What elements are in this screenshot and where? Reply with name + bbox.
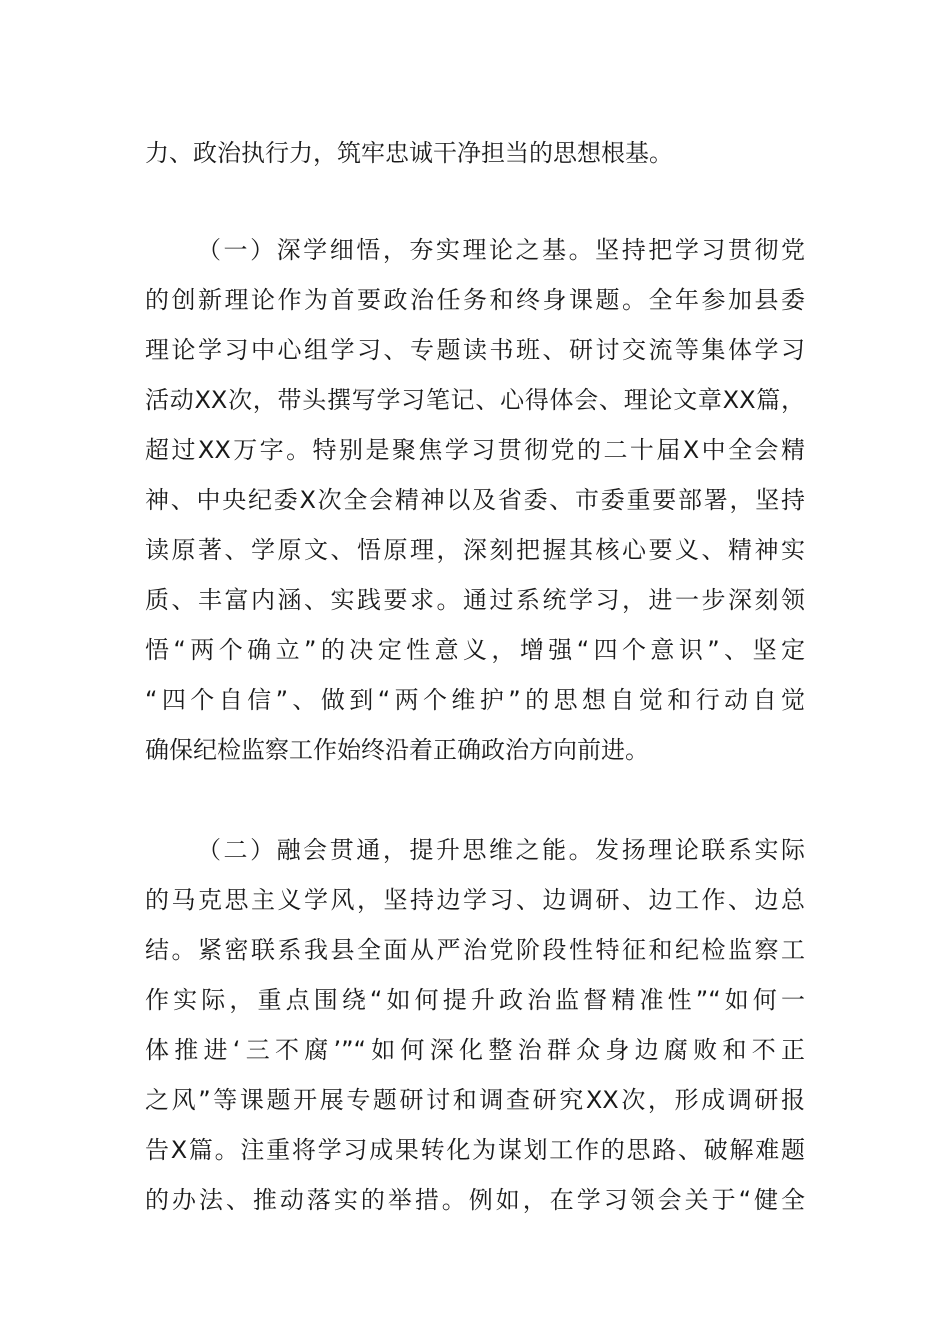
intro-line: 力、政治执行力，筑牢忠诚干净担当的思想根基。 [145, 139, 673, 167]
paragraph-2-line: 告X篇。注重将学习成果转化为谋划工作的思路、破解难题 [145, 1136, 805, 1164]
paragraph-1-line: （一）深学细悟，夯实理论之基。坚持把学习贯彻党 [197, 236, 805, 264]
paragraph-1-line: 活动XX次，带头撰写学习笔记、心得体会、理论文章XX篇， [145, 386, 805, 414]
paragraph-1-line: 读原著、学原文、悟原理，深刻把握其核心要义、精神实 [145, 536, 805, 564]
paragraph-1-line: 的创新理论作为首要政治任务和终身课题。全年参加县委 [145, 286, 805, 314]
paragraph-2-line: 体推进‘三不腐’”“如何深化整治群众身边腐败和不正 [145, 1036, 805, 1064]
paragraph-1-line: 悟“两个确立”的决定性意义，增强“四个意识”、坚定 [145, 636, 805, 664]
paragraph-1-line: 确保纪检监察工作始终沿着正确政治方向前进。 [145, 736, 649, 764]
paragraph-1-line: “四个自信”、做到“两个维护”的思想自觉和行动自觉 [145, 686, 805, 714]
paragraph-2-line: 作实际，重点围绕“如何提升政治监督精准性”“如何一 [145, 986, 805, 1014]
paragraph-2-line: （二）融会贯通，提升思维之能。发扬理论联系实际 [197, 836, 805, 864]
paragraph-2-line: 结。紧密联系我县全面从严治党阶段性特征和纪检监察工 [145, 936, 805, 964]
paragraph-1-line: 理论学习中心组学习、专题读书班、研讨交流等集体学习 [145, 336, 805, 364]
paragraph-1-line: 神、中央纪委X次全会精神以及省委、市委重要部署，坚持 [145, 486, 805, 514]
paragraph-2-line: 的办法、推动落实的举措。例如，在学习领会关于“健全 [145, 1186, 805, 1214]
paragraph-2-line: 之风”等课题开展专题研讨和调查研究XX次，形成调研报 [145, 1086, 805, 1114]
paragraph-1-line: 质、丰富内涵、实践要求。通过系统学习，进一步深刻领 [145, 586, 805, 614]
paragraph-2-line: 的马克思主义学风，坚持边学习、边调研、边工作、边总 [145, 886, 805, 914]
paragraph-1-line: 超过XX万字。特别是聚焦学习贯彻党的二十届X中全会精 [145, 436, 805, 464]
